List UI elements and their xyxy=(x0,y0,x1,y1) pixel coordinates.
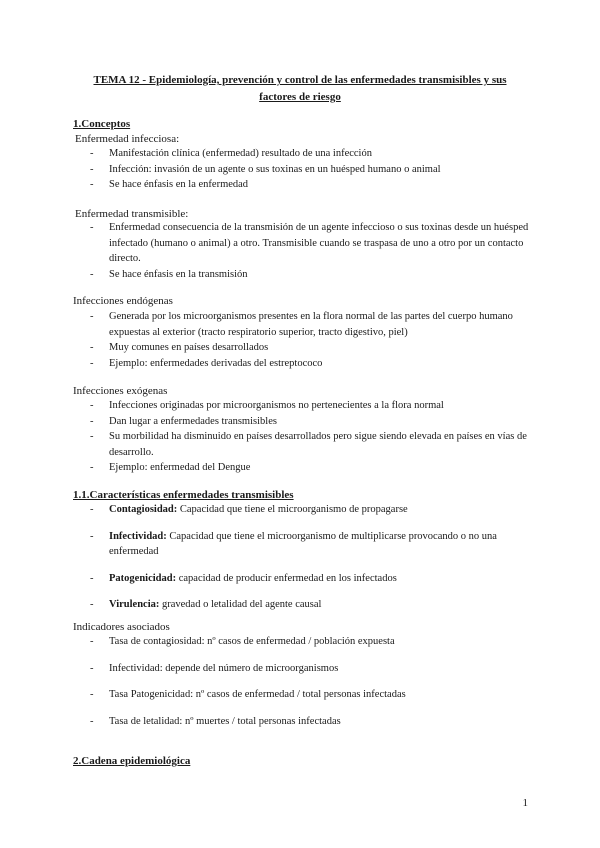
list-item: - Su morbilidad ha disminuido en países desarrollados pero sigue siendo elevada en países en vías de desarrollo. xyxy=(90,429,530,460)
desc-patogenicidad: capacidad de producir enfermedad en los infectados xyxy=(176,572,397,584)
list-item: - Tasa de contagiosidad: nº casos de enfermedad / población expuesta xyxy=(90,634,530,650)
list-item: - Tasa de letalidad: nº muertes / total personas infectadas xyxy=(90,714,530,730)
term-patogenicidad: Patogenicidad: xyxy=(109,572,177,584)
label-enfermedad-transmisible: Enfermedad transmisible: xyxy=(75,208,189,220)
list-item: - Manifestación clínica (enfermedad) resultado de una infección xyxy=(90,146,530,162)
list-indicadores xyxy=(90,634,530,740)
label-infecciones-exogenas: Infecciones exógenas xyxy=(73,385,168,397)
desc-infectividad: Capacidad que tiene el microorganismo de multiplicarse provocando o no una enfermedad xyxy=(109,530,497,557)
list-infecciones-endogenas xyxy=(90,309,530,371)
section-heading-cadena: 2.Cadena epidemiológica xyxy=(73,755,191,767)
list-enfermedad-infecciosa xyxy=(90,146,530,193)
list-item: - Ejemplo: enfermedad del Dengue xyxy=(90,460,530,476)
section-heading-caracteristicas: 1.1.Características enfermedades transmisibles xyxy=(73,489,294,501)
list-item: - Infección: invasión de un agente o sus toxinas en un huésped humano o animal xyxy=(90,162,530,178)
section-heading-conceptos: 1.Conceptos xyxy=(73,118,131,130)
list-item: - Generada por los microorganismos presentes en la flora normal de las partes del cuerpo humano expuestas al exterior (tracto respiratorio superior, tracto digestivo, piel) xyxy=(90,309,530,340)
list-item xyxy=(90,597,530,613)
term-contagiosidad: Contagiosidad: xyxy=(109,504,178,515)
list-item: - Enfermedad consecuencia de la transmisión de un agente infeccioso o sus toxinas desde un huésped infectado (humano o animal) a otro. Transmisible cuando se traspasa de uno a otro por un contacto directo. xyxy=(90,220,530,267)
page-number: 1 xyxy=(522,797,528,809)
list-caracteristicas xyxy=(90,502,530,624)
list-item: - Se hace énfasis en la enfermedad xyxy=(90,177,530,193)
list-item: - Muy comunes en países desarrollados xyxy=(90,340,530,356)
list-item xyxy=(90,502,530,518)
list-infecciones-exogenas xyxy=(90,398,530,476)
list-enfermedad-transmisible xyxy=(90,220,530,282)
list-item: - Infecciones originadas por microorganismos no pertenecientes a la flora normal xyxy=(90,398,530,414)
list-item: - Tasa Patogenicidad: nº casos de enfermedad / total personas infectadas xyxy=(90,687,530,703)
label-infecciones-endogenas: Infecciones endógenas xyxy=(73,295,173,307)
list-item xyxy=(90,529,530,560)
term-virulencia: Virulencia: xyxy=(109,599,160,610)
list-item: - Dan lugar a enfermedades transmisibles xyxy=(90,414,530,430)
document-title: TEMA 12 - Epidemiología, prevención y control de las enfermedades transmisibles y sus factores de riesgo xyxy=(93,74,507,103)
desc-contagiosidad: Capacidad que tiene el microorganismo de propagarse xyxy=(177,504,408,515)
list-item xyxy=(90,571,530,587)
list-item: - Ejemplo: enfermedades derivadas del estreptococo xyxy=(90,356,530,372)
list-item: - Se hace énfasis en la transmisión xyxy=(90,267,530,283)
desc-virulencia: gravedad o letalidad del agente causal xyxy=(159,599,322,610)
term-infectividad: Infectividad: xyxy=(109,530,167,542)
label-enfermedad-infecciosa: Enfermedad infecciosa: xyxy=(75,133,180,145)
list-item: - Infectividad: depende del número de microorganismos xyxy=(90,661,530,677)
label-indicadores-asociados: Indicadores asociados xyxy=(73,621,170,633)
